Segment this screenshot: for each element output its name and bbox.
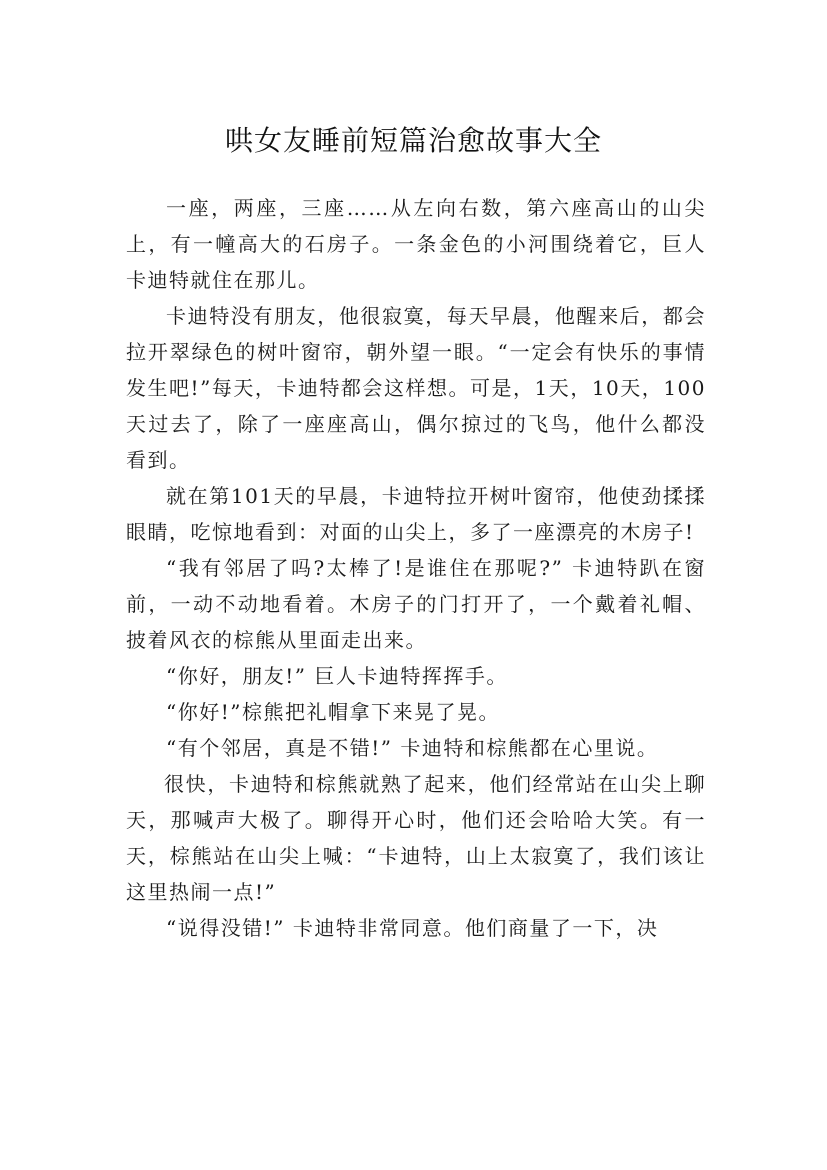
paragraph-6: “你好!”棕熊把礼帽拿下来晃了晃。: [166, 700, 500, 724]
paragraph-8: 很快，卡迪特和棕熊就熟了起来，他们经常站在山尖上聊天，那喊声大极了。聊得开心时，他们还会哈哈大笑。有一天，棕熊站在山尖上喊：“卡迪特，山上太寂寞了，我们该让这里热闹一点!”: [126, 772, 706, 904]
paragraph-2: 卡迪特没有朋友，他很寂寞，每天早晨，他醒来后，都会拉开翠绿色的树叶窗帘，朝外望一眼。“一定会有快乐的事情发生吧!”每天，卡迪特都会这样想。可是，1天，10天，100天过去了，除了一座座高山，偶尔掠过的飞鸟，他什么都没看到。: [126, 304, 706, 472]
document-body: [126, 190, 706, 946]
paragraph-3: 就在第101天的早晨，卡迪特拉开树叶窗帘，他使劲揉揉眼睛，吃惊地看到：对面的山尖上，多了一座漂亮的木房子!: [126, 484, 706, 544]
document-title: 哄女友睡前短篇治愈故事大全: [224, 123, 602, 157]
paragraph-9: “说得没错!” 卡迪特非常同意。他们商量了一下，决: [166, 916, 659, 940]
paragraph-1: 一座，两座，三座……从左向右数，第六座高山的山尖上，有一幢高大的石房子。一条金色的小河围绕着它，巨人卡迪特就住在那儿。: [126, 196, 706, 292]
paragraph-7: “有个邻居，真是不错!” 卡迪特和棕熊都在心里说。: [166, 736, 659, 760]
paragraph-5: “你好，朋友!” 巨人卡迪特挥挥手。: [166, 664, 508, 688]
paragraph-4: “我有邻居了吗?太棒了!是谁住在那呢?” 卡迪特趴在窗前，一动不动地看着。木房子的门打开了，一个戴着礼帽、披着风衣的棕熊从里面走出来。: [126, 556, 706, 652]
